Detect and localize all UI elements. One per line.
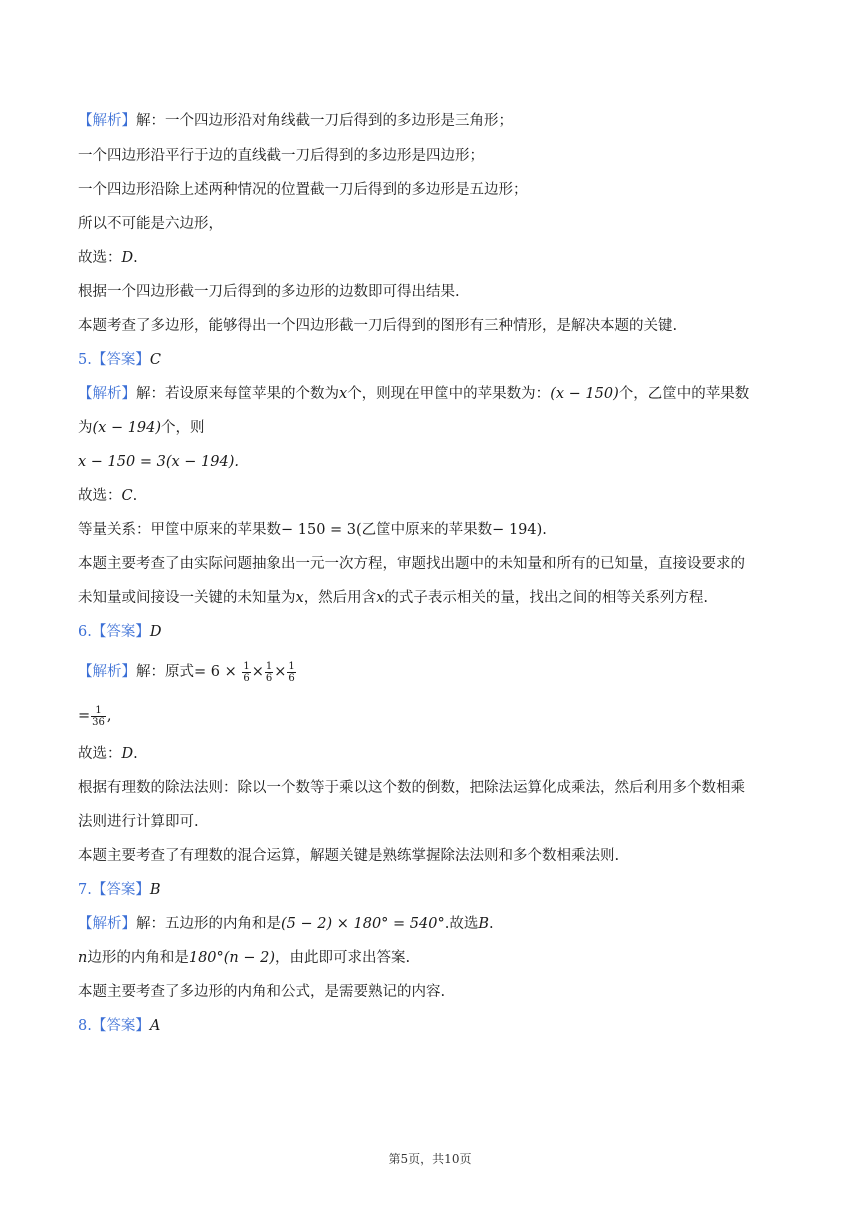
analysis-tag: 【解析】	[78, 916, 136, 932]
question-number: 8.	[78, 1018, 92, 1034]
denominator: 6	[243, 672, 250, 684]
choice-letter: B	[149, 882, 161, 898]
text: .	[133, 746, 138, 762]
q6-answer-heading	[78, 622, 820, 642]
choice-letter: D	[121, 746, 134, 762]
denominator: 6	[288, 672, 295, 684]
text: 解：若设原来每筐苹果的个数为	[136, 386, 339, 402]
text: ，由此即可求出答案.	[275, 950, 411, 966]
text: 解：五边形的内角和是	[136, 916, 281, 932]
q7-analysis-line-2	[78, 948, 820, 968]
numerator: 1	[265, 660, 273, 672]
text: 为	[78, 420, 93, 436]
answer-tag: 【答案】	[91, 882, 150, 898]
times-sign: ×	[274, 664, 287, 680]
q6-method-line-2	[78, 812, 820, 832]
choice-letter: C	[121, 488, 133, 504]
text: 解：原式= 6 ×	[136, 664, 237, 680]
text: 故选：	[78, 488, 122, 504]
denominator: 6	[265, 672, 273, 684]
text: .	[133, 250, 138, 266]
math-expr: (5 − 2) × 180° = 540°	[281, 916, 445, 932]
text: .故选	[444, 916, 479, 932]
text: ,	[106, 708, 112, 724]
text: 边形的内角和是	[87, 950, 189, 966]
q6-summary-line	[78, 846, 820, 866]
choice-letter: D	[149, 624, 162, 640]
analysis-tag: 【解析】	[78, 386, 136, 402]
text: 所以不可能是六边形，	[78, 216, 223, 232]
text: 根据有理数的除法法则：除以一个数等于乘以这个数的倒数，把除法运算化成乘法，然后利用多个数相乘	[78, 780, 745, 796]
q6-answer-line	[78, 744, 820, 764]
answer-tag: 【答案】	[91, 352, 150, 368]
text: 一个四边形沿除上述两种情况的位置截一刀后得到的多边形是五边形；	[78, 182, 528, 198]
text: 本题主要考查了有理数的混合运算，解题关键是熟练掌握除法法则和多个数相乘法则.	[78, 848, 620, 864]
answer-tag: 【答案】	[91, 1018, 150, 1034]
text: 本题考查了多边形，能够得出一个四边形截一刀后得到的图形有三种情形，是解决本题的关键.	[78, 318, 678, 334]
q4-method-line	[78, 282, 820, 302]
fraction	[287, 661, 295, 684]
q6-analysis-line-1	[78, 660, 820, 684]
q8-answer-heading	[78, 1016, 820, 1036]
q4-answer-line	[78, 248, 820, 268]
denominator: 36	[92, 716, 105, 728]
text: 的式子表示相关的量，找出之间的相等关系列方程.	[384, 590, 708, 606]
result-fraction	[91, 705, 106, 728]
text: .	[489, 916, 494, 932]
math-expr: (x − 150)	[550, 386, 619, 402]
q4-analysis-line-1	[78, 111, 820, 131]
text: 根据一个四边形截一刀后得到的多边形的边数即可得出结果.	[78, 284, 460, 300]
math-var: x	[339, 386, 348, 402]
q5-analysis-line-2	[78, 418, 820, 438]
text: 故选：	[78, 746, 122, 762]
q4-analysis-line-3	[78, 180, 820, 200]
numerator: 1	[243, 660, 250, 672]
text: 法则进行计算即可.	[78, 814, 199, 830]
math-var: n	[78, 950, 88, 966]
equation: x − 150 = 3(x − 194).	[78, 454, 239, 470]
page-footer: 第5页，共10页	[388, 1152, 472, 1166]
choice-letter: B	[478, 916, 489, 932]
q4-summary-line	[78, 316, 820, 336]
text: 本题主要考查了多边形的内角和公式，是需要熟记的内容.	[78, 984, 446, 1000]
q5-summary-line-2	[78, 588, 820, 608]
fraction	[242, 661, 250, 684]
times-sign: ×	[251, 664, 264, 680]
text: .	[132, 488, 138, 504]
math-expr: 180°(n − 2)	[188, 950, 276, 966]
choice-letter: C	[149, 352, 161, 368]
q5-answer-heading	[78, 350, 820, 370]
question-number: 7.	[78, 882, 92, 898]
equals-sign: =	[78, 708, 91, 724]
answer-tag: 【答案】	[91, 624, 150, 640]
choice-letter: D	[121, 250, 134, 266]
text: ，然后用含	[303, 590, 377, 606]
q4-analysis-line-2	[78, 146, 820, 166]
q6-method-line-1	[78, 778, 820, 798]
q7-answer-heading	[78, 880, 820, 900]
q7-analysis-line-1	[78, 914, 820, 934]
numerator: 1	[288, 660, 295, 672]
q5-equation-line	[78, 452, 820, 472]
math-var: x	[376, 590, 385, 606]
text: 解：一个四边形沿对角线截一刀后得到的多边形是三角形；	[136, 113, 513, 129]
q6-result-line	[78, 704, 820, 728]
math-expr: (x − 194)	[92, 420, 162, 436]
numerator: 1	[91, 705, 106, 717]
choice-letter: A	[149, 1018, 161, 1034]
q5-analysis-line-1	[78, 384, 820, 404]
math-var: x	[295, 590, 304, 606]
question-number: 6.	[78, 624, 92, 640]
text: 故选：	[78, 250, 122, 266]
text: 个，乙筐中的苹果数	[618, 386, 750, 402]
text: 个，则	[161, 420, 205, 436]
q5-relation-line	[78, 520, 820, 540]
text: 一个四边形沿平行于边的直线截一刀后得到的多边形是四边形；	[78, 148, 484, 164]
q4-analysis-line-4	[78, 214, 820, 234]
text: 未知量或间接设一关键的未知量为	[78, 590, 296, 606]
q7-summary-line	[78, 982, 820, 1002]
text: 本题主要考查了由实际问题抽象出一元一次方程，审题找出题中的未知量和所有的已知量，直接设要求的	[78, 556, 745, 572]
fraction	[265, 661, 273, 684]
text: 等量关系：甲筐中原来的苹果数− 150 = 3(乙筐中原来的苹果数− 194).	[78, 522, 547, 538]
q5-answer-line	[78, 486, 820, 506]
analysis-tag: 【解析】	[78, 664, 136, 680]
analysis-tag: 【解析】	[78, 113, 136, 129]
q5-summary-line-1	[78, 554, 820, 574]
question-number: 5.	[78, 352, 92, 368]
text: 个，则现在甲筐中的苹果数为：	[347, 386, 551, 402]
